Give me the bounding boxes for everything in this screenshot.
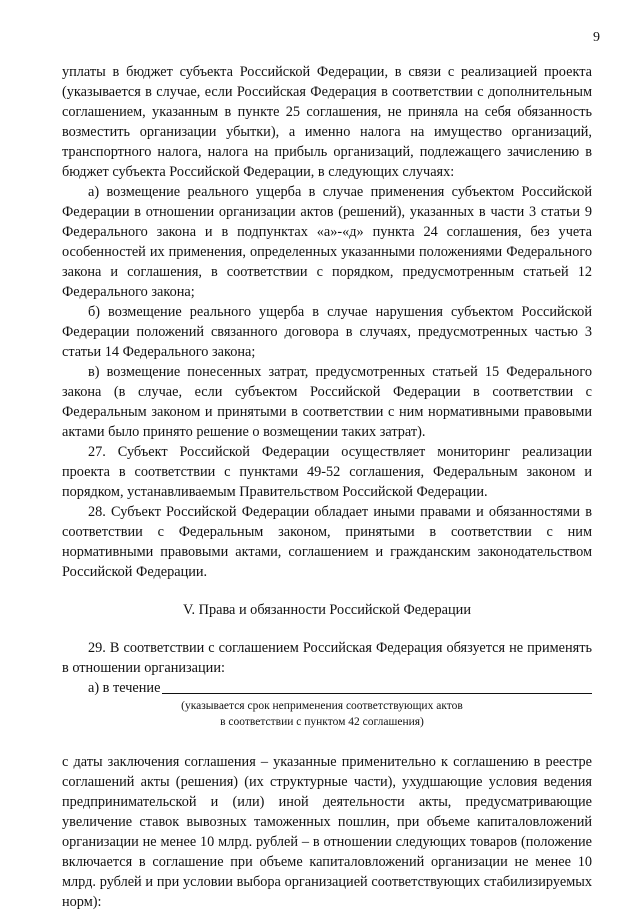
paragraph-item-b: б) возмещение реального ущерба в случае нарушения субъектом Российской Федерации положений связанного договора в случаях, предусмотренных частью 3 статьи 14 Федерального закона; [62, 304, 592, 360]
paragraph-continuation: уплаты в бюджет субъекта Российской Федерации, в связи с реализацией проекта (указывается в случае, если Российская Федерация в соответствии с дополнительным соглашением, указанным в пункте 25 соглашения, не приняла на себя обязанность возместить организации убытки), а именно налога на имущество организаций, транспортного налога, налога на прибыль организаций, подлежащего зачислению в бюджет субъекта Российской Федерации, в следующих случаях: [62, 64, 592, 180]
field-caption-line-1: (указывается срок неприменения соответствующих актов [181, 700, 463, 712]
paragraph-final: с даты заключения соглашения – указанные применительно к соглашению в реестре соглашений акты (решения) (их структурные части), ухудшающие условия ведения предпринимательской и (или) иной деятельности акты, предусматривающие увеличение ставок вывозных таможенных пошлин, при объеме капиталовложений организации не менее 10 млрд. рублей – в отношении следующих товаров (положение включается в соглашение при объеме капиталовложений организации не менее 10 млрд. рублей и при условии выбора организацией соответствующих стабилизируемых норм): [62, 754, 592, 910]
fill-in-line [88, 678, 592, 698]
page-number: 9 [593, 30, 600, 45]
item-a-prefix: а) в течение [88, 680, 161, 696]
paragraph-item-c: в) возмещение понесенных затрат, предусмотренных статьей 15 Федерального закона (в случае, если субъектом Российской Федерации в соответствии с Федеральным законом и принятыми в соответствии с ним нормативными правовыми актами было принято решение о возмещении таких затрат). [62, 364, 592, 440]
field-caption-line-2: в соответствии с пунктом 42 соглашения) [220, 716, 424, 728]
document-body [62, 62, 592, 912]
paragraph-27: 27. Субъект Российской Федерации осуществляет мониторинг реализации проекта в соответствии с пунктами 49-52 соглашения, Федеральным законом и порядком, устанавливаемым Правительством Российской Федерации. [62, 444, 592, 500]
section-heading: V. Права и обязанности Российской Федерации [183, 602, 471, 618]
paragraph-29: 29. В соответствии с соглашением Российская Федерация обязуется не применять в отношении организации: [62, 640, 592, 676]
paragraph-item-a: а) возмещение реального ущерба в случае применения субъектом Российской Федерации в отношении организации актов (решений), указанных в части 3 статьи 9 Федерального закона и в подпунктах «а»-«д» пункта 24 соглашения, без учета особенностей их применения, определенных указанными положениями Федерального закона и соглашения, в соответствии с порядком, предусмотренным статьей 12 Федерального закона; [62, 184, 592, 300]
blank-field-line [162, 679, 592, 694]
paragraph-28: 28. Субъект Российской Федерации обладает иными правами и обязанностями в соответствии с Федеральным законом, принятыми в соответствии с ним нормативными правовыми актами, соглашением и гражданским законодательством Российской Федерации. [62, 504, 592, 580]
